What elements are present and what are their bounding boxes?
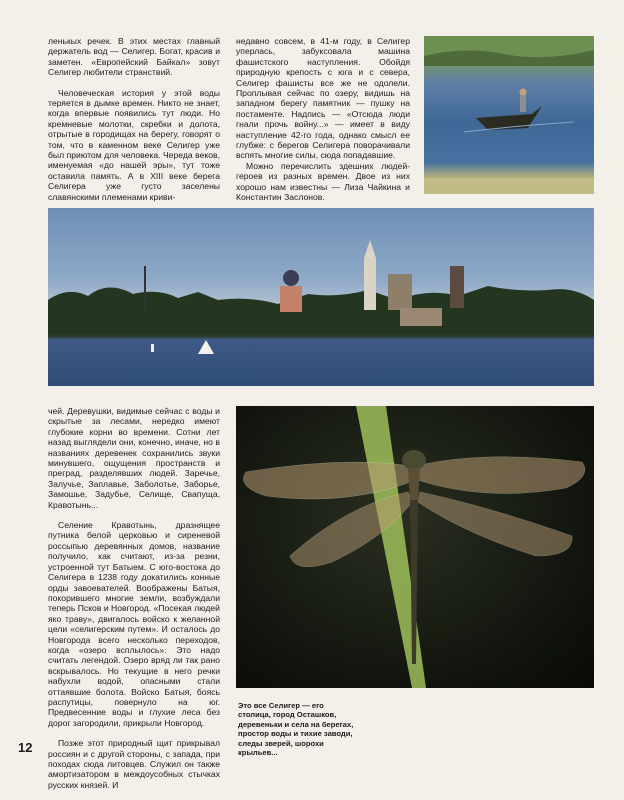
town-illustration [48, 208, 594, 386]
boat-illustration [424, 36, 594, 194]
text-column-3 [48, 406, 220, 790]
photo-dragonfly [236, 406, 594, 688]
text-column-2 [236, 36, 410, 203]
paragraph: Позже этот природный щит прикрывал россиян и с другой стороны, с запада, при походах сюда литовцев. Служил он также амортизатором в междоусобных стычках русских князей. И [48, 738, 220, 790]
paragraph: недавно совсем, в 41-м году, в Селигер уперлась, забуксовала машина фашистского наступления. Обойдя природную крепость с юга и с севера, Селигер фашисты все же не одолели. Проплывая сейчас по озеру, видишь на западном берегу памятник — пушку на постаменте. Надпись — «Отсюда люди гнали прочь войну...» — имеет в виду наступление 42-го года, однако смысл ее глубже: с берегов Селигера поворачивали вспять многие силы, сюда попадавшие. [236, 36, 410, 161]
paragraph: ленькых речек. В этих местах главный держатель вод — Селигер. Богат, красив и заметен. «Европейский Байкал» зовут Селигер любители странствий. [48, 36, 220, 78]
paragraph: Селение Кравотынь, дразнящее путника белой церковью и сиреневой россыпью деревянных домов, название получило, как считают, из-за резни, устроенной тут Батыем. С юго-востока до Селигера в 1238 году докатились конные орды завоевателей. Воображены Батыя, покорившего многие земли, возбуждали теперь Псков и Новгород. «Посекая людей яко траву», двигалось войско к желанной цели «селигерским путем». И осталось до Новгорода всего несколько переходов, когда «озеро всплылось». Это надо считать легендой. Озеро вряд ли так рано вскрывалось. Но текущие в него речки набухли водой, опасными стали оттаявшие болота. Войско Батыя, боясь распутицы, повернуло на юг. Предвесенние воды и глухие леса без дорог загородили, прикрыли Новгород. [48, 520, 220, 728]
paragraph: чей. Деревушки, видимые сейчас с воды и скрытые за лесами, нередко имеют глубокие корни во времени. Сотни лет назад выглядели они, конечно, иначе, но в названиях деревенек сохранились звуки минувшего, ощущения пространств и преград, разделявших людей. Заречье, Залучье, Заплавье, Заболотье, Заборье, Замошье, Задубье, Селище, Свапуща, Кравотынь... [48, 406, 220, 510]
paragraph: Человеческая история у этой воды теряется в дымке времен. Никто не знает, когда впервые появились тут люди. Но кремневые молотки, скребки и долота, отрытые в городищах на берегу, говорят о том, что в каменном веке Селигер уже был приютом для человека. Череда веков, именуемая «до нашей эры», тут тоже оставила память. А в XIII веке берега Селигера уже густо заселены славянскими племенами криви- [48, 87, 220, 202]
photo-boat-on-lake [424, 36, 594, 194]
page-number: 12 [18, 740, 33, 755]
dragonfly-illustration [236, 406, 594, 688]
photo-ostashkov-town [48, 208, 594, 386]
paragraph: Можно перечислить здешних людей-героев из разных времен. Двое из них хорошо нам известны — Лиза Чайкина и Константин Заслонов. [236, 160, 410, 203]
text-column-1 [48, 36, 220, 202]
photo-caption: Это все Селигер — его столица, город Осташков, деревеньки и села на берегах, простор воды и тихие заводи, следы зверей, шорохи крыльев... [238, 701, 354, 758]
